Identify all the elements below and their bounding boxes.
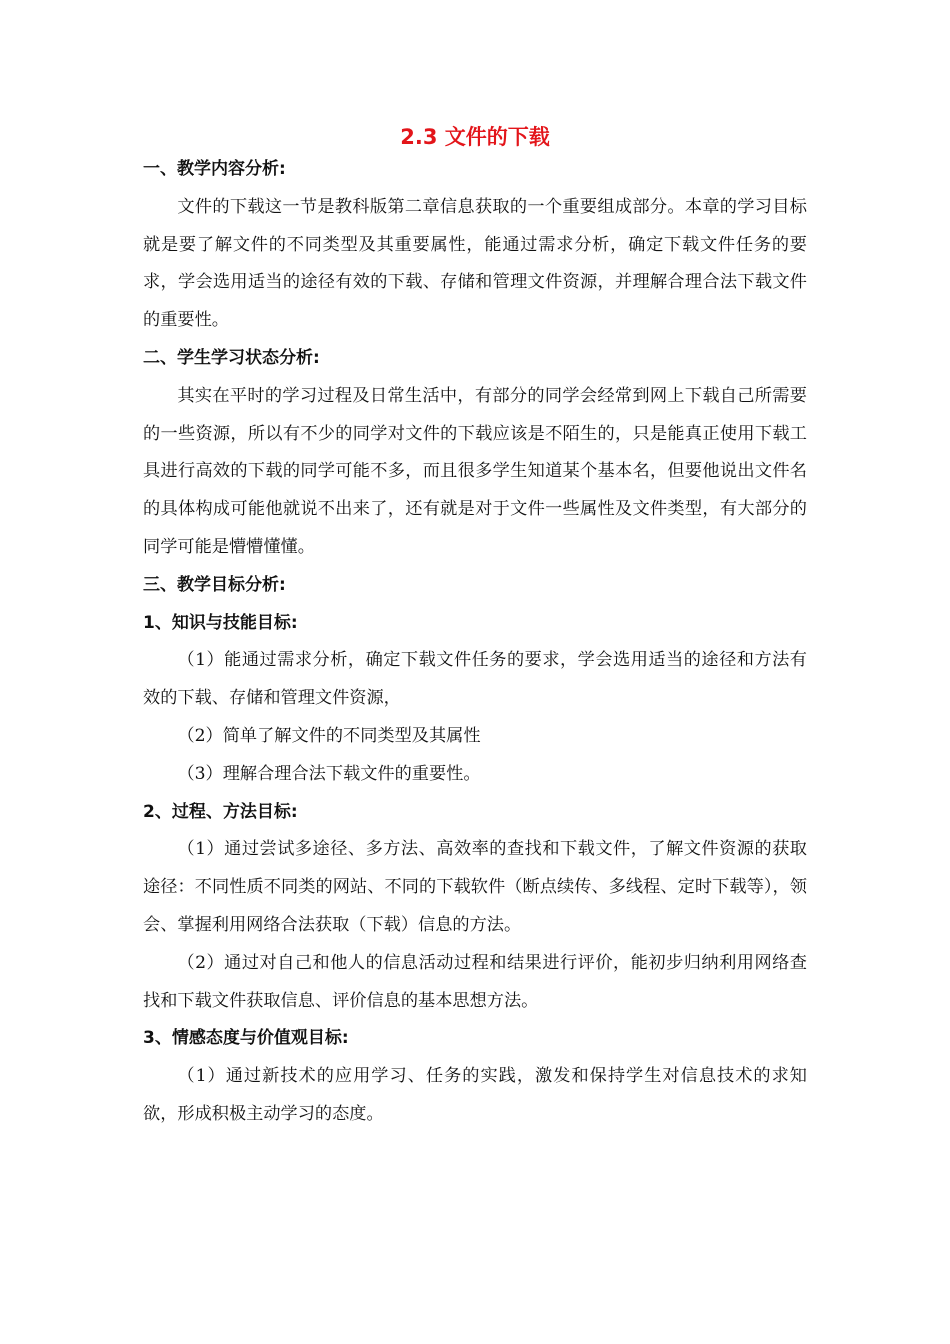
subheading-process-methods: 2、过程、方法目标:	[143, 801, 298, 822]
goal-item-attitude-1: （1）通过新技术的应用学习、任务的实践，激发和保持学生对信息技术的求知欲，形成积极主动学习的态度。	[143, 1066, 807, 1124]
document-title: 2.3 文件的下载	[400, 125, 550, 149]
goal-item-knowledge-3: （3）理解合理合法下载文件的重要性。	[177, 763, 481, 784]
section-heading-student-analysis: 二、学生学习状态分析:	[143, 347, 320, 368]
section-heading-content-analysis: 一、教学内容分析:	[143, 159, 286, 179]
goal-item-knowledge-1: （1）能通过需求分析，确定下载文件任务的要求，学会选用适当的途径和方法有效的下载、存储和管理文件资源，	[143, 650, 807, 709]
goal-item-knowledge-2: （2）简单了解文件的不同类型及其属性	[177, 725, 481, 746]
paragraph-content-analysis: 文件的下载这一节是教科版第二章信息获取的一个重要组成部分。本章的学习目标就是要了解文件的不同类型及其重要属性，能通过需求分析，确定下载文件任务的要求，学会选用适当的途径有效的下载、存储和管理文件资源，并理解合理合法下载文件的重要性。	[143, 196, 807, 331]
subheading-knowledge-skills: 1、知识与技能目标:	[143, 612, 298, 633]
subheading-attitude-values: 3、情感态度与价值观目标:	[143, 1028, 349, 1049]
paragraph-student-analysis: 其实在平时的学习过程及日常生活中，有部分的同学会经常到网上下载自己所需要的一些资源，所以有不少的同学对文件的下载应该是不陌生的，只是能真正使用下载工具进行高效的下载的同学可能不多，而且很多学生知道某个基本名，但要他说出文件名的具体构成可能他就说不出来了，还有就是对于文件一些属性及文件类型，有大部分的同学可能是懵懵懂懂。	[143, 385, 807, 557]
document-body	[143, 151, 807, 1134]
section-heading-teaching-goals: 三、教学目标分析:	[143, 574, 286, 595]
goal-item-process-1: （1）通过尝试多途径、多方法、高效率的查找和下载文件，了解文件资源的获取途径：不同性质不同类的网站、不同的下载软件（断点续传、多线程、定时下载等），领会、掌握利用网络合法获取（下载）信息的方法。	[143, 839, 807, 935]
goal-item-process-2: （2）通过对自己和他人的信息活动过程和结果进行评价，能初步归纳利用网络查找和下载文件获取信息、评价信息的基本思想方法。	[143, 952, 807, 1011]
